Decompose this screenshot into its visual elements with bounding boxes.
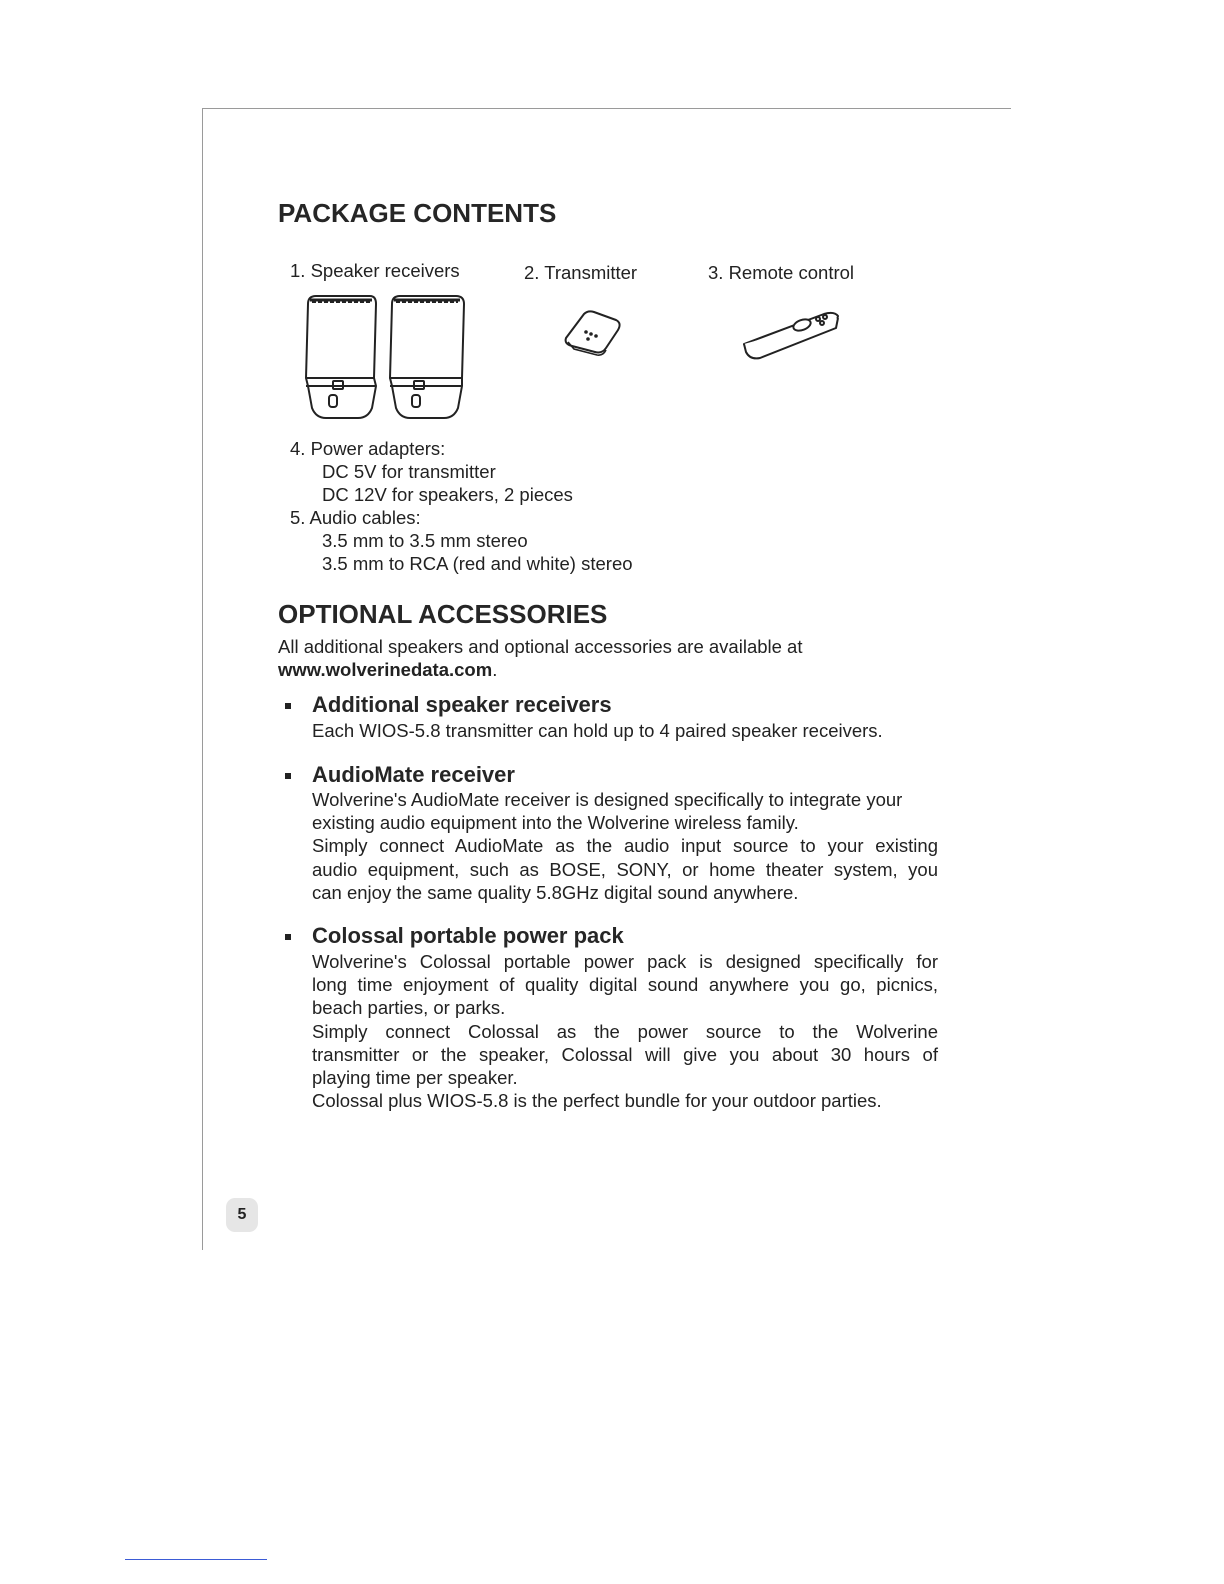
remote-control-illustration (740, 306, 844, 364)
audio-cable-line: 3.5 mm to 3.5 mm stereo (322, 530, 528, 551)
text-line: beach parties, or parks. (312, 997, 506, 1019)
accessories-url-suffix: . (492, 659, 498, 680)
text-line: can enjoy the same quality 5.8GHz digital sound anywhere. (312, 881, 799, 903)
text-line: Colossal plus WIOS-5.8 is the perfect bundle for your outdoor parties. (312, 1090, 882, 1112)
section-text-colossal (312, 950, 938, 1112)
section-heading-colossal: Colossal portable power pack (312, 923, 624, 948)
bullet-icon (285, 703, 291, 709)
bullet-icon (285, 773, 291, 779)
section-text-audiomate (312, 788, 938, 904)
text-line: Wolverine's Colossal portable power pack is designed specifically for (312, 951, 938, 972)
optional-accessories-title: OPTIONAL ACCESSORIES (278, 599, 608, 629)
item-transmitter-label: 2. Transmitter (524, 262, 638, 283)
section-heading-additional-speakers: Additional speaker receivers (312, 692, 612, 717)
bullet-icon (285, 934, 291, 940)
power-adapter-line: DC 12V for speakers, 2 pieces (322, 484, 573, 505)
power-adapters-label: 4. Power adapters: (290, 438, 446, 459)
footer-link-underline (125, 1559, 267, 1560)
audio-cable-line: 3.5 mm to RCA (red and white) stereo (322, 553, 633, 574)
text-line: audio equipment, such as BOSE, SONY, or home theater system, you (312, 858, 938, 880)
section-heading-audiomate: AudioMate receiver (312, 762, 515, 787)
item-speaker-receivers-label: 1. Speaker receivers (290, 260, 460, 281)
text-line: Simply connect AudioMate as the audio input source to your existing (312, 835, 938, 857)
power-adapter-line: DC 5V for transmitter (322, 461, 496, 482)
audio-cables-label: 5. Audio cables: (290, 507, 421, 528)
text-line: playing time per speaker. (312, 1067, 518, 1089)
speaker-receivers-illustration (296, 292, 472, 424)
item-remote-control-label: 3. Remote control (708, 262, 855, 283)
text-line: long time enjoyment of quality digital sound anywhere you go, picnics, (312, 974, 938, 996)
package-contents-title: PACKAGE CONTENTS (278, 198, 557, 228)
left-margin-rule (202, 108, 203, 1250)
page-number: 5 (226, 1198, 258, 1232)
text-line: Wolverine's AudioMate receiver is designed specifically to integrate your (312, 789, 903, 810)
accessories-url-line (278, 659, 497, 681)
section-text-additional-speakers: Each WIOS-5.8 transmitter can hold up to 4 paired speaker receivers. (312, 720, 883, 741)
accessories-intro: All additional speakers and optional accessories are available at (278, 636, 803, 657)
text-line: existing audio equipment into the Wolverine wireless family. (312, 812, 799, 834)
text-line: transmitter or the speaker, Colossal will give you about 30 hours of (312, 1043, 938, 1065)
text-line: Simply connect Colossal as the power source to the Wolverine (312, 1020, 938, 1042)
top-rule (203, 108, 1011, 109)
transmitter-illustration (562, 308, 624, 358)
accessories-url-link[interactable]: www.wolverinedata.com (278, 659, 493, 680)
